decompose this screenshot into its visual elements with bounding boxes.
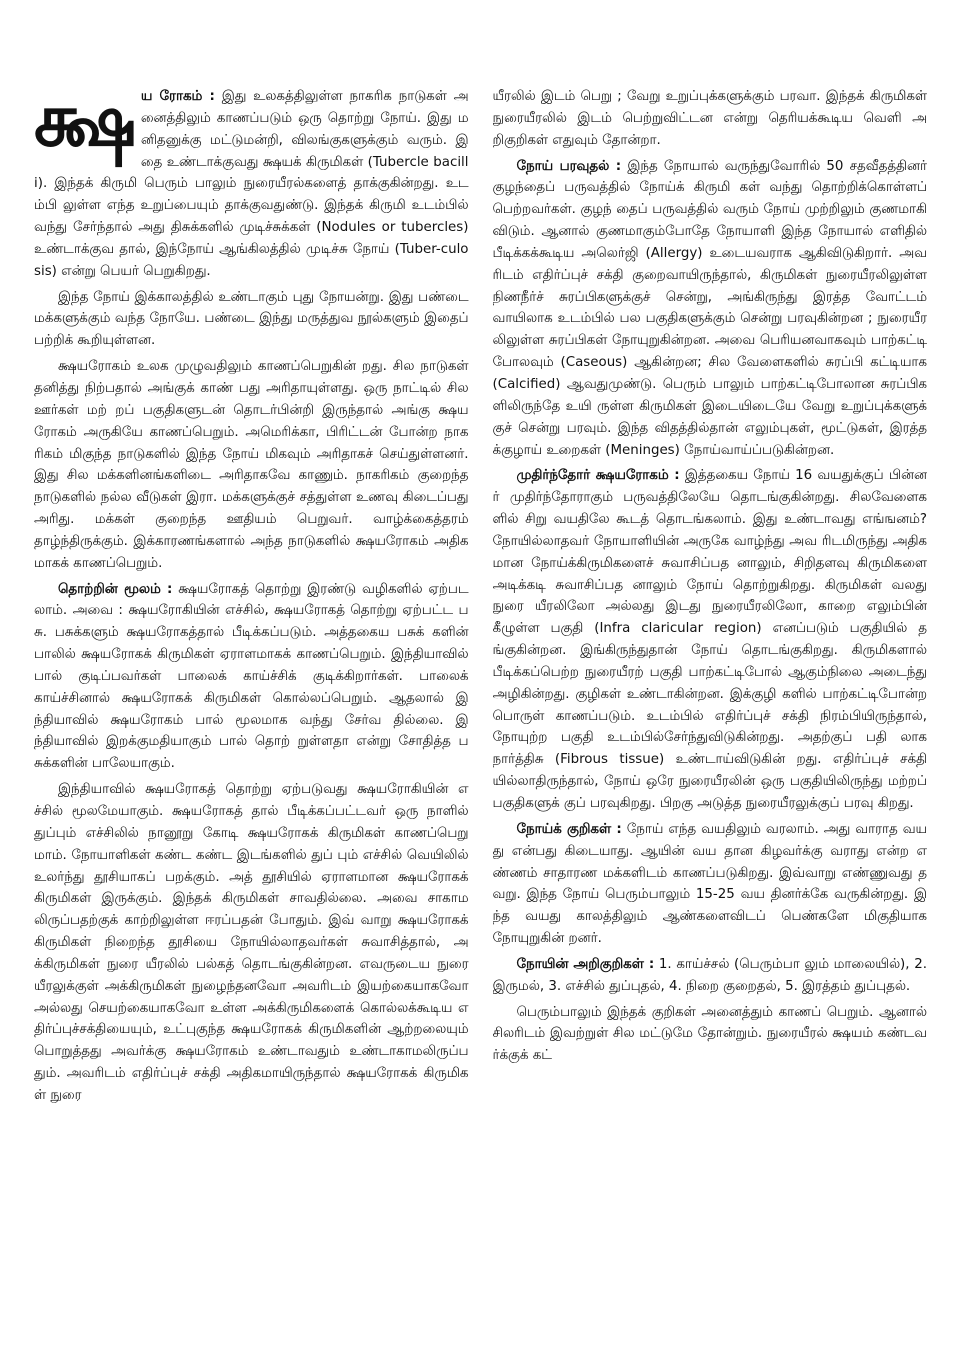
paragraph-text: இது உலகத்திலுள்ள நாகரிக நாடுகள் அனைத்திலும் காணப்படும் ஒரு தொற்று நோய். இது மனிதனுக்கு மட்டுமன்றி, விலங்குகளுக்கும் வரும். இதை உண்டாக்குவது க்ஷயக் கிருமிகள் (Tubercle bacilli). இந்தக் கிருமி பெரும் பாலும் நுரையீரல்களைத் தாக்குகின்றது. உடம்பி லுள்ள எந்த உறுப்பையும் தாக்குவதுண்டு. இந்தக் கிருமி உடம்பில் வந்து சேர்ந்தால் அது திசுக்களில் முடிச்சுக்கள் (Nodules or tubercles) உண்டாக்குவ தால், இந்நோய் ஆங்கிலத்தில் முடிச்சு நோய் (Tuber-culosis) என்று பெயர் பெறுகிறது. (34, 89, 469, 279)
section-heading: ய ரோகம் : (140, 89, 215, 104)
paragraph (34, 356, 469, 574)
paragraph (493, 86, 928, 152)
section-heading: நோய்க் குறிகள் : (516, 821, 622, 837)
section-heading: நோயின் அறிகுறிகள் : (516, 956, 655, 972)
section-heading: முதிர்ந்தோர் க்ஷயரோகம் : (516, 468, 680, 484)
paragraph (493, 465, 928, 815)
paragraph-text: இத்தகைய நோய் 16 வயதுக்குப் பின்னர் முதிர்ந்தோராகும் பருவத்திலேயே தொடங்குகின்றது. சிலவேளைகளில் சிறு வயதிலே கூடத் தொடங்கலாம். இது உண்டாவது எங்ஙனம்? நோயில்லாதவர் நோயாளியின் அருகே வாழ்ந்து அவ ரிடமிருந்து அதிகமான நோய்க்கிருமிகளைச் சுவாசிப்பத னாலும், சிறிதளவு கிருமிகளை அடிக்கடி சுவாசிப்பத னாலும் நோய் தொற்றுகிறது. கிருமிகள் வலது நுரை யீரலிலோ அல்லது இடது நுரையீரலிலோ, காறை எலும்பின் கீழுள்ள பகுதி (Infra claricular region) எனப்படும் பகுதியில் தங்குகின்றன. இங்கிருந்துதான் நோய் தொடங்குகிறது. கிருமிகளால் பீடிக்கப்பெற்ற நுரையீரற் பகுதி பாற்கட்டிபோல் ஆகும்நிலை அடைந்து அழிகின்றது. குழிகள் உண்டாகின்றன. இக்குழி களில் பாற்கட்டிபோன்ற பொருள் காணப்படும். உடம்பில் எதிர்ப்புச் சக்தி நிரம்பியிருந்தால், நோயுற்ற பகுதி உடம்பில்சேர்ந்துவிடுகின்றது. அதற்குப் பதி லாக நார்த்திசு (Fibrous tissue) உண்டாய்விடுகின் றது. எதிர்ப்புச் சக்தி யில்லாதிருந்தால், நோய் ஒரே நுரையீரலின் ஒரு பகுதியிலிருந்து மற்றப் பகுதிகளுக் குப் பரவுகிறது. பிறகு அடுத்த நுரையீரலுக்குப் பரவு கிறது. (492, 468, 927, 811)
column-left (34, 86, 469, 1340)
paragraph-text: யீரலில் இடம் பெறு ; வேறு உறுப்புக்களுக்கும் பரவா. இந்தக் கிருமிகள் நுரையீரலில் இடம் பெற்றுவிட்டன என்று தெரியக்கூடிய வெளி அறிகுறிகள் எதுவும் தோன்றா. (492, 89, 927, 148)
paragraph-text: இந்த நோய் இக்காலத்தில் உண்டாகும் புது நோயன்று. இது பண்டை மக்களுக்கும் வந்த நோயே. பண்டை இந்து மருத்துவ நூல்களும் இதைப் பற்றிக் கூறியுள்ளன. (34, 289, 469, 349)
paragraph-text: பெரும்பாலும் இந்தக் குறிகள் அனைத்தும் காணப் பெறும். ஆனால் சிலரிடம் இவற்றுள் சில மட்டுமே தோன்றும். நுரையீரல் க்ஷயம் கண்டவர்க்குக் கட் (492, 1004, 927, 1064)
paragraph (493, 819, 928, 950)
paragraph (493, 1002, 928, 1068)
paragraph (493, 156, 928, 462)
paragraph-text: இந்தியாவில் க்ஷயரோகத் தொற்று ஏற்படுவது க்ஷயரோகியின் எச்சில் மூலமேயாகும். க்ஷயரோகத் தால் பீடிக்கப்பட்டவர் ஒரு நாளில் துப்பும் எச்சிலில் நானூறு கோடி க்ஷயரோகக் கிருமிகள் காணப்பெறு மாம். நோயாளிகள் கண்ட கண்ட இடங்களில் துப் பும் எச்சில் வெயிலில் உலர்ந்து தூசியாகப் பறக்கும். அத் தூசியில் ஏராளமான க்ஷயரோகக் கிருமிகள் இருக்கும். இந்தக் கிருமிகள் சாவதில்லை. அவை சாகாம லிருப்பதற்குக் காற்றிலுள்ள ஈரப்பதன் போதும். இவ் வாறு க்ஷயரோகக் கிருமிகள் நிறைந்த தூசியை நோயில்லாதவர்கள் சுவாசித்தால், அக்கிருமிகள் நுரை யீரலில் பல்கத் தொடங்குகின்றன. எவருடைய நுரை யீரலுக்குள் அக்கிருமிகள் நுழைந்தனவோ அவரிடம் இயற்கையாகவோ அல்லது செயற்கையாகவோ உள்ள அக்கிருமிகளைக் கொல்லக்கூடிய எதிர்ப்புச்சக்தியையும், உட்புகுந்த க்ஷயரோகக் கிருமிகளின் ஆற்றலையும் பொறுத்தது அவர்க்கு க்ஷயரோகம் உண்டாவதும் உண்டாகாமலிருப்பதும். அவரிடம் எதிர்ப்புச் சக்தி அதிகமாயிருந்தால் க்ஷயரோகக் கிருமிகள் நுரை (34, 782, 469, 1103)
paragraph (34, 287, 469, 353)
section-heading: நோய் பரவுதல் : (516, 158, 622, 174)
paragraph (34, 779, 469, 1107)
paragraph-text: க்ஷயரோகத் தொற்று இரண்டு வழிகளில் ஏற்படலாம். அவை : க்ஷயரோகியின் எச்சில், க்ஷயரோகத் தொற்று ஏற்பட்ட பசு. பசுக்களும் க்ஷயரோகத்தால் பீடிக்கப்படும். அத்தகைய பசுக் களின் பாலில் க்ஷயரோகக் கிருமிகள் ஏராளமாகக் காணப்பெறும். இந்தியாவில் பால் குடிப்பவர்கள் பாலைக் காய்ச்சிக் குடிக்கிறார்கள். பாலைக் காய்ச்சினால் க்ஷயரோகக் கிருமிகள் கொல்லப்பெறும். ஆதலால் இந்தியாவில் க்ஷயரோகம் பால் மூலமாக வந்து சேர்வ தில்லை. இந்தியாவில் இறக்குமதியாகும் பால் தொற் றுள்ளதா என்று சோதித்த பசுக்களின் பாலேயாகும். (34, 581, 469, 772)
section-heading: தொற்றின் மூலம் : (58, 581, 173, 597)
paragraph-text: 1. காய்ச்சல் (பெரும்பா லும் மாலையில்), 2. இருமல், 3. எச்சில் துப்புதல், 4. நிறை குறைதல், 5. இரத்தம் துப்புதல். (492, 956, 927, 994)
column-right (493, 86, 928, 1340)
paragraph (493, 954, 928, 998)
paragraph-text: க்ஷயரோகம் உலக முழுவதிலும் காணப்பெறுகின் றது. சில நாடுகள் தனித்து நிற்பதால் அங்குக் காண் பது அரிதாயுள்ளது. ஒரு நாட்டில் சில ஊர்கள் மற் றப் பகுதிகளுடன் தொடர்பின்றி இருந்தால் அங்கு க்ஷயரோகம் அருகியே காணப்பெறும். அமெரிக்கா, பிரிட்டன் போன்ற நாகரிகம் மிகுந்த நாடுகளில் இந்த நோய் மிகவும் அரிதாகச் செய்துள்ளனர். இது சில மக்களினங்களிடை அரிதாகவே காணும். நாகரிகம் குறைந்த நாடுகளில் நல்ல வீடுகள் இரா. மக்களுக்குச் சத்துள்ள உணவு கிடைப்பது அரிது. மக்கள் குறைந்த ஊதியம் பெறுவர். வாழ்க்கைத்தரம் தாழ்ந்திருக்கும். இக்காரணங்களால் அந்த நாடுகளில் க்ஷயரோகம் அதிகமாகக் காணப்பெறும். (34, 359, 469, 571)
paragraph-text: நோய் எந்த வயதிலும் வரலாம். அது வாராத வயது என்பது கிடையாது. ஆயின் வய தான கிழவர்க்கு வராது என்ற எண்ணம் சாதாரண மக்களிடம் காணப்படுகிறது. இவ்வாறு எண்ணுவது தவறு. இந்த நோய் பெரும்பாலும் 15-25 வய தினர்க்கே வருகின்றது. இந்த வயது காலத்திலும் ஆண்களைவிடப் பெண்களே மிகுதியாக நோயுறுகின் றனர். (492, 821, 927, 947)
paragraph-text: இந்த நோயால் வருந்துவோரில் 50 சதவீதத்தினர் குழந்தைப் பருவத்தில் நோய்க் கிருமி கள் வந்து தொற்றிக்கொள்ளப் பெற்றவர்கள். குழந் தைப் பருவத்தில் வரும் நோய் முற்றிலும் குணமாகி விடும். ஆனால் குணமாகும்போதே நோயாளி இந்த நோயால் எளிதில் பீடிக்கக்கூடிய அலெர்ஜி (Allergy) உடையவராக ஆகிவிடுகிறார். அவரிடம் எதிர்ப்புச் சக்தி குறைவாயிருந்தால், கிருமிகள் நுரையீரலிலுள்ள நிணநீர்ச் சுரப்பிகளுக்குச் சென்று, அங்கிருந்து இரத்த வோட்டம் வாயிலாக உடம்பில் பல பகுதிகளுக்கும் சென்று பரவுகின்றன ; நுரையீரலிலுள்ள சுரப்பிகள் நோயுறுகின்றன. அவை பெரியனவாகவும் பாற்கட்டி போலவும் (Caseous) ஆகின்றன; சில வேளைகளில் சுரப்பி கட்டியாக (Calcified) ஆவதுமுண்டு. பெரும் பாலும் பாற்கட்டிபோலான சுரப்பிகளிலிருந்தே உயி ருள்ள கிருமிகள் இடையிடையே வேறு உறுப்புக்களுக் குச் சென்று பரவும். இந்த விதத்தில்தான் எலும்புகள், மூட்டுகள், இரத்தக்குழாய் உறைகள் (Meninges) நோய்வாய்ப்படுகின்றன. (492, 158, 927, 458)
drop-cap: க்ஷ (34, 86, 133, 163)
paragraph (34, 86, 469, 283)
paragraph (34, 579, 469, 776)
